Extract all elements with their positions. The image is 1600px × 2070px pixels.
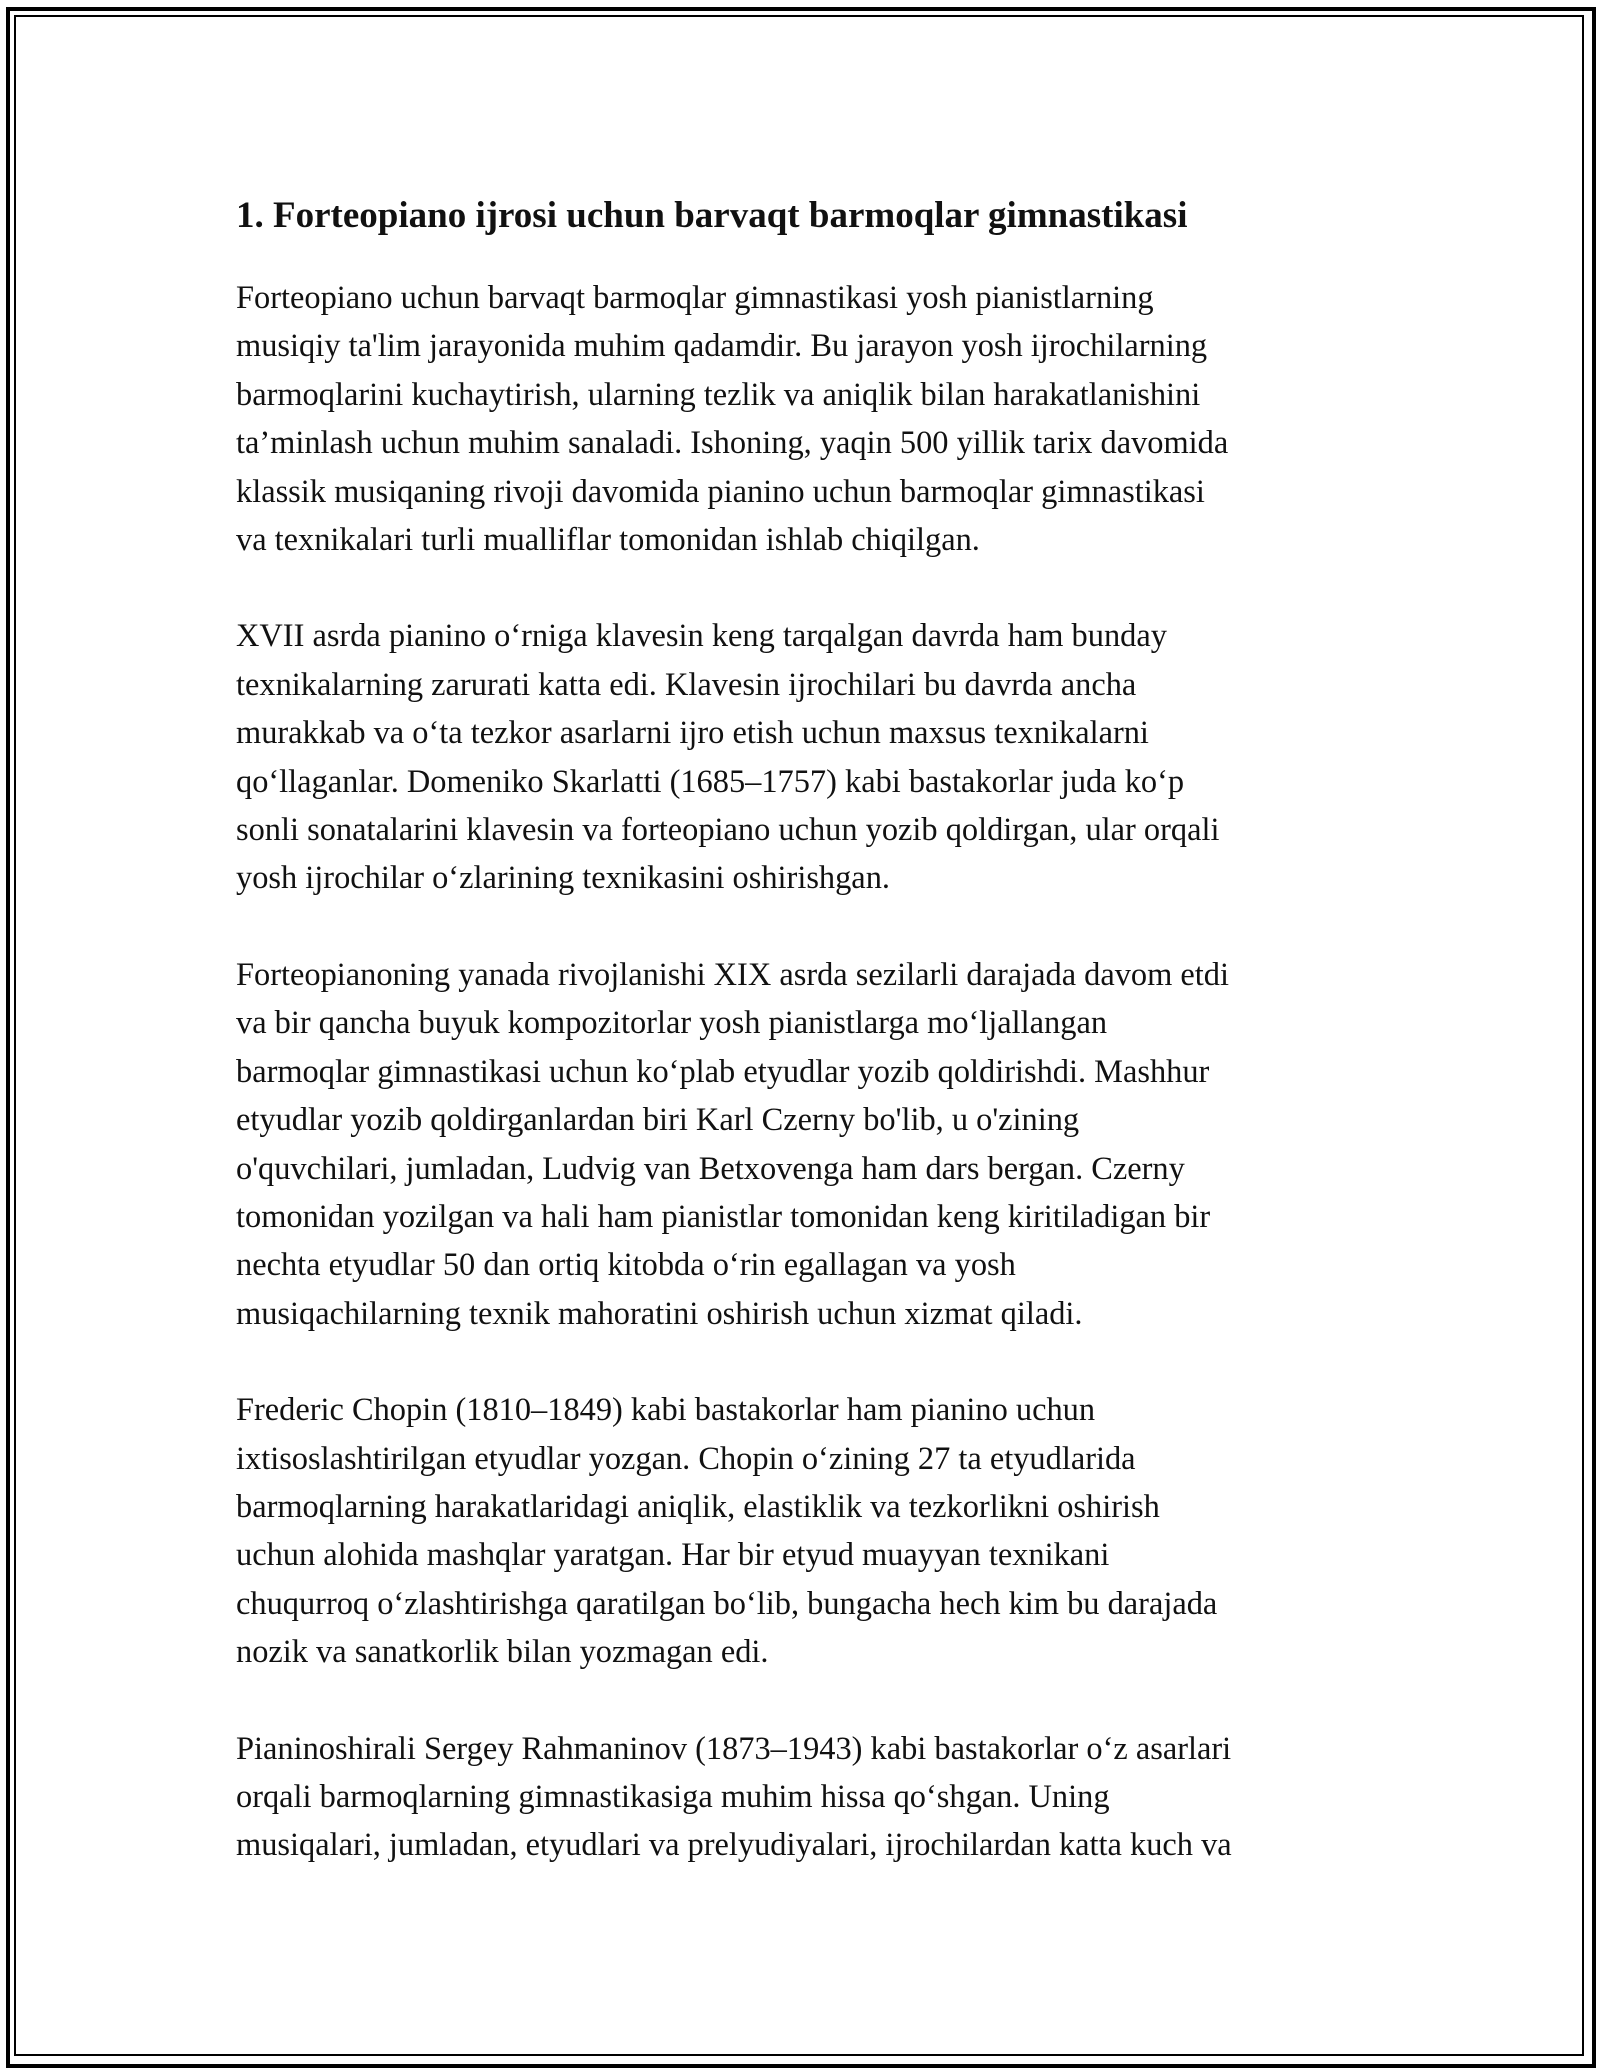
text-line: nechta etyudlar 50 dan ortiq kitobda oʻrin egallagan va yosh [236, 1247, 1016, 1284]
paragraph-1 [236, 274, 1376, 564]
text-line: Forteopiano uchun barvaqt barmoqlar gimnastikasi yosh pianistlarning [236, 280, 1154, 316]
text-line: barmoqlar gimnastikasi uchun koʻplab etyudlar yozib qoldirishdi. Mashhur [236, 1053, 1210, 1090]
text-line: barmoqlarini kuchaytirish, ularning tezlik va aniqlik bilan harakatlanishini [236, 376, 1201, 413]
text-line: va bir qancha buyuk kompozitorlar yosh pianistlarga moʻljallangan [236, 1005, 1108, 1042]
text-line: texnikalarning zarurati katta edi. Klavesin ijrochilari bu davrda ancha [236, 666, 1137, 703]
text-line: Forteopianoning yanada rivojlanishi XIX asrda sezilarli darajada davom etdi [236, 956, 1229, 993]
text-line: nozik va sanatkorlik bilan yozmagan edi. [236, 1634, 769, 1671]
text-line: etyudlar yozib qoldirganlardan biri Karl Czerny bo'lib, u o'zining [236, 1102, 1080, 1139]
paragraph-2 [236, 612, 1376, 902]
text-line: Pianinoshirali Sergey Rahmaninov (1873–1943) kabi bastakorlar oʻz asarlari [236, 1730, 1232, 1767]
text-line: chuqurroq oʻzlashtirishga qaratilgan boʻlib, bungacha hech kim bu darajada [236, 1585, 1218, 1622]
text-line: murakkab va oʻta tezkor asarlarni ijro etish uchun maxsus texnikalarni [236, 715, 1149, 752]
text-line: orqali barmoqlarning gimnastikasiga muhim hissa qoʻshgan. Uning [236, 1778, 1110, 1815]
text-line: Frederic Chopin (1810–1849) kabi bastakorlar ham pianino uchun [236, 1392, 1096, 1429]
text-line: barmoqlarning harakatlaridagi aniqlik, elastiklik va tezkorlikni oshirish [236, 1488, 1160, 1525]
text-line: sonli sonatalarini klavesin va forteopiano uchun yozib qoldirgan, ular orqali [236, 812, 1220, 849]
text-line: tomonidan yozilgan va hali ham pianistlar tomonidan keng kiritiladigan bir [236, 1198, 1211, 1235]
text-line: musiqalari, jumladan, etyudlari va prelyudiyalari, ijrochilardan katta kuch va [236, 1827, 1232, 1864]
text-line: musiqiy ta'lim jarayonida muhim qadamdir. Bu jarayon yosh ijrochilarning [236, 328, 1208, 365]
text-line: qoʻllaganlar. Domeniko Skarlatti (1685–1757) kabi bastakorlar juda koʻp [236, 763, 1185, 800]
paragraph-3 [236, 951, 1376, 1338]
text-line: klassik musiqaning rivoji davomida pianino uchun barmoqlar gimnastikasi [236, 473, 1205, 510]
text-line: yosh ijrochilar oʻzlarining texnikasini oshirishgan. [236, 860, 890, 897]
paragraph-5 [236, 1725, 1376, 1870]
text-line: va texnikalari turli mualliflar tomonidan ishlab chiqilgan. [236, 522, 980, 559]
text-line: ixtisoslashtirilgan etyudlar yozgan. Chopin oʻzining 27 ta etyudlarida [236, 1440, 1136, 1477]
text-line: musiqachilarning texnik mahoratini oshirish uchun xizmat qiladi. [236, 1295, 1083, 1332]
document-body [236, 188, 1376, 1918]
section-heading: 1. Forteopiano ijrosi uchun barvaqt barmoqlar gimnastikasi [236, 195, 1188, 236]
text-line: XVII asrda pianino oʻrniga klavesin keng tarqalgan davrda ham bunday [236, 618, 1167, 655]
text-line: ta’minlash uchun muhim sanaladi. Ishoning, yaqin 500 yillik tarix davomida [236, 425, 1229, 462]
paragraph-4 [236, 1386, 1376, 1676]
text-line: uchun alohida mashqlar yaratgan. Har bir etyud muayyan texnikani [236, 1537, 1110, 1574]
text-line: o'quvchilari, jumladan, Ludvig van Betxovenga ham dars bergan. Czerny [236, 1150, 1185, 1187]
